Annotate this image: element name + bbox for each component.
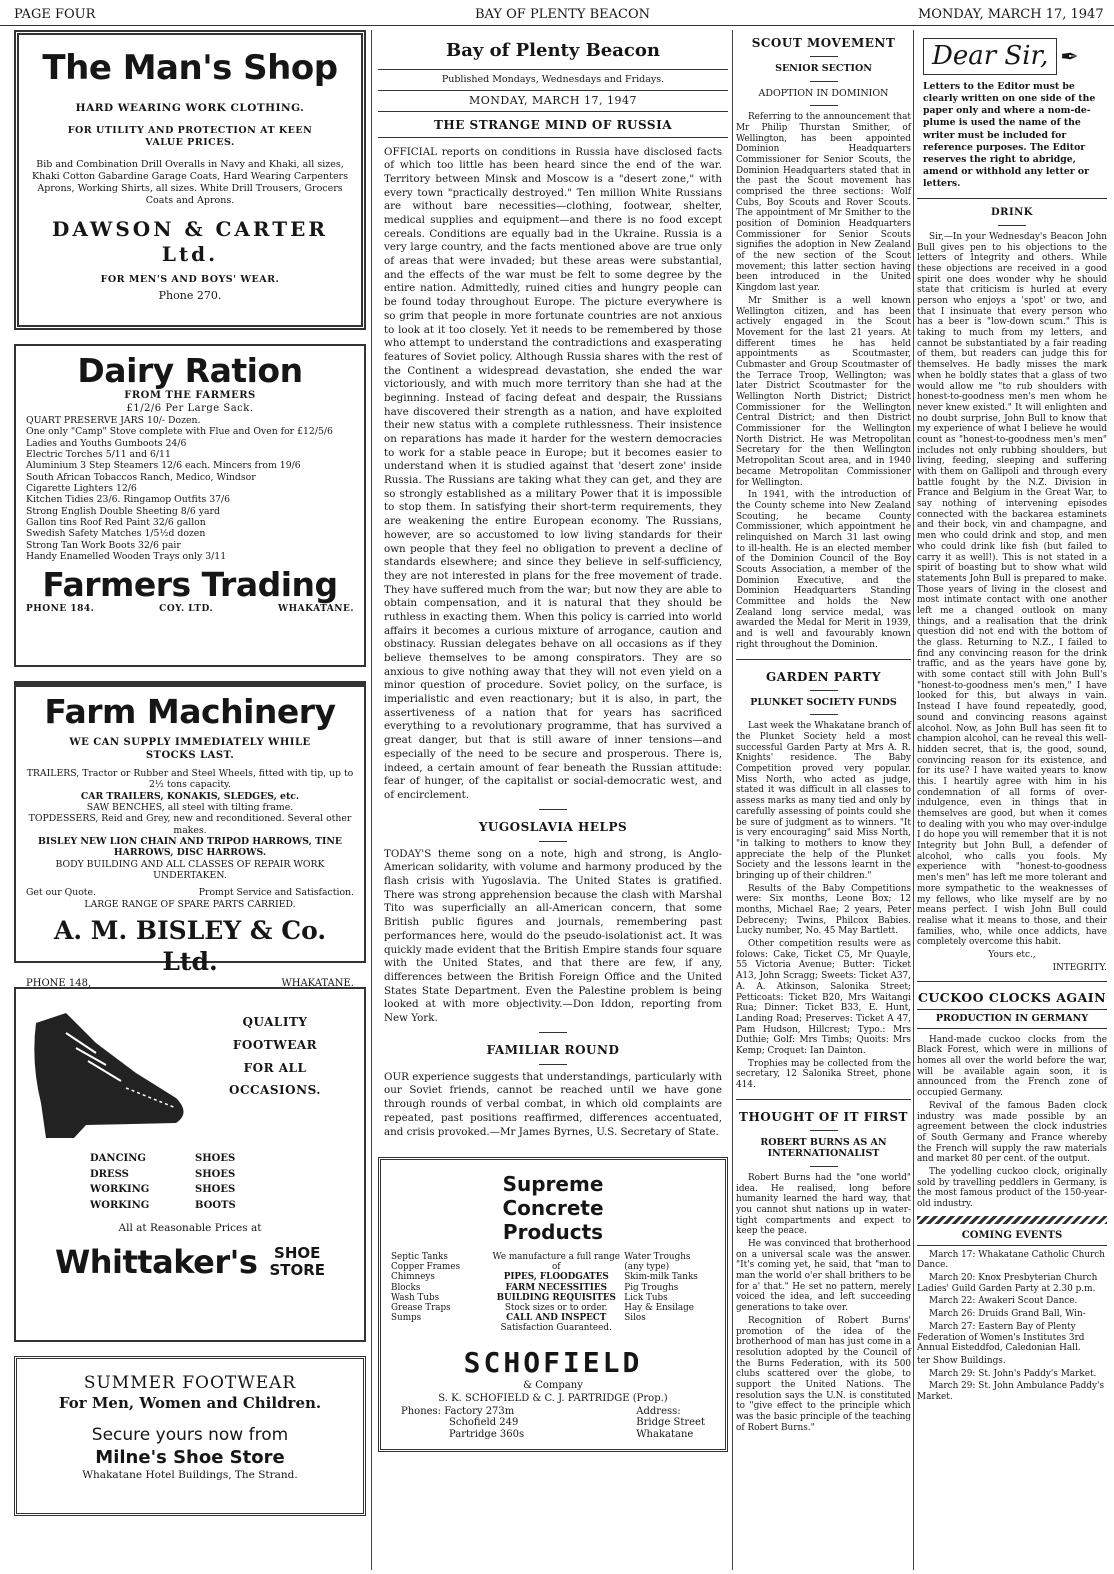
ad-item: Handy Enamelled Wooden Trays only 3/11 <box>26 551 227 563</box>
ad-item: Satisfaction Guaranteed. <box>500 1322 612 1333</box>
ad-footer <box>26 887 354 899</box>
ad-line: FROM THE FARMERS <box>124 389 256 401</box>
ad-line: COY. LTD. <box>159 604 214 615</box>
ad-item: Aluminium 3 Step Steamers 12/6 each. Mincers from 19/6 <box>26 460 301 472</box>
ad-item: Stock sizes or to order. <box>504 1302 608 1313</box>
ad-items <box>26 768 354 881</box>
divider <box>917 981 1107 982</box>
section-headline: COMING EVENTS <box>961 1229 1063 1241</box>
article-subhead: PRODUCTION IN GERMANY <box>935 1013 1089 1025</box>
ad-firm: Whittaker's <box>54 1242 258 1281</box>
article-paragraph: Hand-made cuckoo clocks from the Black Forest, which were in millions of homes all over the world before the war, will be available again soon, it is announced from the French zone of occupied Germany. <box>917 1034 1107 1099</box>
article-body: TODAY'S theme song on a note, high and strong, is Anglo-American solidarity, with volume and harmony produced by the flash crisis with Yugoslavia. The United States is gratified. There was strong apprehension because the clash with Marshal Tito was superficially an all-American concern, that some British public figures and journals, remembering past performances here, would do the pseudo-isolationist act. It was quickly made evident that the British Empire stands four square with the United States, and that there are few, if any, differences between the British Foreign Office and the United States State Department. Even the Palestine problem is being looked at with more objectivity.—Don Iddon, reporting from New York. <box>384 847 722 1024</box>
divider <box>998 225 1026 226</box>
ad-top <box>26 1003 354 1143</box>
article-paragraph: Revival of the famous Baden clock industry was made possible by an agreement between the clock industries of South Germany and France whereby the French will supply the raw materials and market 80 per cent. of the output. <box>917 1100 1107 1165</box>
ad-line: For Men, Women and Children. <box>58 1394 322 1413</box>
ad-line: WE CAN SUPPLY IMMEDIATELY WHILE STOCKS LAST. <box>69 736 311 761</box>
ad-line: & Company <box>523 1380 583 1392</box>
ad-town: WHAKATANE. <box>278 604 354 615</box>
ad-item: Cigarette Lighters 12/6 <box>26 483 137 495</box>
ad-line: FOR ALL <box>243 1060 307 1075</box>
ad-line: SHOE <box>274 1244 321 1263</box>
event-item: March 20: Knox Presbyterian Church Ladies' Guild Garden Party at 2.30 p.m. <box>917 1273 1098 1294</box>
article-headline: THOUGHT OF IT FIRST <box>739 1109 908 1124</box>
ad-farm-machinery <box>14 681 366 989</box>
ad-title: The Man's Shop <box>42 48 338 88</box>
ad-footer <box>26 604 354 615</box>
ad-firm-row <box>26 1244 354 1281</box>
dear-sir-banner: Dear Sir, <box>923 38 1057 75</box>
article-paragraph: Robert Burns had the "one world" idea. He realised, long before humanity learned the hard way, that you cannot shut nations up in water-tight compartments and expect to keep the peace. <box>736 1172 911 1237</box>
article-paragraph: Results of the Baby Competitions were: Six months, Leone Box; 12 months, Michael Rae; 2 years, Peter Debreceny; Twins, Philcox Babies. Lucky number, No. 45 May Bartlett. <box>736 883 911 937</box>
ad-firm: Farmers Trading <box>42 565 338 605</box>
shoe-type: BOOTS <box>195 1199 236 1211</box>
ad-phone: Partridge 360s <box>449 1428 525 1440</box>
article-paragraph: He was convinced that brotherhood on a universal scale was the answer. "It's coming yet, he said, that "man to man the world o'er shall brithers to be for a' that." He set no pattern, merely voiced the idea, and left succeeding generations to take over. <box>736 1239 911 1314</box>
ad-title: Supreme Concrete Products <box>502 1172 604 1245</box>
ad-item: Strong Tan Work Boots 32/6 pair <box>26 539 181 551</box>
ad-item: Copper Frames <box>391 1262 461 1273</box>
divider <box>378 137 728 138</box>
ad-mans-shop <box>14 30 366 330</box>
ad-item: (any type) <box>624 1262 670 1273</box>
ad-phone: PHONE 148, <box>26 977 92 989</box>
article-paragraph: The yodelling cuckoo clock, originally sold by travelling peddlers in Germany, is the most famous product of the 150-year-old industry. <box>917 1166 1107 1210</box>
ad-sub <box>269 1245 325 1278</box>
article-headline: GARDEN PARTY <box>766 669 881 684</box>
shoe-types <box>90 1153 290 1212</box>
page-number: PAGE FOUR <box>14 7 96 22</box>
ad-firm: DAWSON & CARTER Ltd. <box>52 217 328 267</box>
event-item: March 22: Awakeri Scout Dance. <box>929 1296 1078 1307</box>
article-paragraph: Trophies may be collected from the secretary, 12 Salonika Street, phone 414. <box>736 1058 911 1091</box>
publication-schedule: Published Mondays, Wednesdays and Fridays. <box>378 69 728 90</box>
divider <box>736 1099 911 1100</box>
ad-item: Strong English Double Sheeting 8/6 yard <box>26 505 220 517</box>
article-headline: DRINK <box>991 206 1033 218</box>
page-header <box>0 0 1114 26</box>
editorial-column <box>378 30 728 1452</box>
article-subhead: ADOPTION IN DOMINION <box>758 87 889 99</box>
ad-item: BODY BUILDING AND ALL CLASSES OF REPAIR WORK UNDERTAKEN. <box>55 858 325 882</box>
letter-signoff: Yours etc., <box>988 949 1036 960</box>
ad-firm: Milne's Shoe Store <box>95 1446 285 1468</box>
ad-item: CALL AND INSPECT <box>506 1312 607 1323</box>
quill-icon: ✒ <box>1060 45 1079 70</box>
ad-item: Wash Tubs <box>391 1292 440 1303</box>
article-paragraph: Referring to the announcement that Mr Philip Thurstan Smither, of Wellington, has been appointed Dominion Headquarters Commissioner for Senior Scouts, the Dominion Headquarters stated that in the past the Scout movement has comprised the three sections: Wolf Cubs, Boy Scouts and Rover Scouts. The appointment of Mr Smither to the position of Dominion Headquarters Commissioner for Senior Scouts signifies the adoption in New Zealand of the new section of the Scout movement; this latter section having been introduced in the United Kingdom last year. <box>736 112 911 294</box>
article-paragraph: In 1941, with the introduction of the County scheme into New Zealand Scouting, he became County Commissioner, which appointment he relinquished on March 31 last owing to ill-health. He is an elected member of the Dominion Council of the Boy Scouts Association, a member of the Dominion Executive, and the Dominion Headquarters Standing Committee and holds the New Zealand long service medal, was awarded the Medal for Merit in 1939, and is well and favourably known right throughout the Dominion. <box>736 490 911 650</box>
ad-title: Farm Machinery <box>44 692 336 731</box>
divider <box>810 105 838 106</box>
ad-phone: Schofield 249 <box>449 1417 519 1429</box>
ad-item: Hay & Ensilage <box>624 1302 694 1313</box>
ad-line: £1/2/6 Per Large Sack. <box>126 402 254 414</box>
article-body: OUR experience suggests that understandings, particularly with our Soviet friends, cannot be reached until we have gone through rounds of verbal combat, in which old complaints are repeated, past positions reaffirmed, differences accentuated, and crisis provoked.—Mr James Byrnes, U.S. Secretary of State. <box>384 1070 722 1138</box>
ad-phones <box>401 1406 524 1441</box>
article-headline: YUGOSLAVIA HELPS <box>478 819 628 834</box>
column-rule <box>371 30 372 1570</box>
ad-item: Blocks <box>391 1282 421 1293</box>
ad-address: Whakatane Hotel Buildings, The Strand. <box>82 1469 298 1482</box>
ad-item: Lick Tubs <box>624 1292 668 1303</box>
ad-address-line: Whakatane <box>636 1428 694 1440</box>
ad-address <box>636 1406 705 1441</box>
ad-item: Grease Traps <box>391 1302 451 1313</box>
divider <box>539 1064 567 1065</box>
event-item: March 17: Whakatane Catholic Church Dance. <box>917 1249 1106 1271</box>
ad-title: SUMMER FOOTWEAR <box>83 1373 297 1393</box>
article-subhead: PLUNKET SOCIETY FUNDS <box>750 696 897 708</box>
divider <box>917 1245 1107 1246</box>
masthead-title: Bay of Plenty Beacon <box>446 40 660 61</box>
ad-summer-footwear <box>14 1356 366 1516</box>
shoe-illustration <box>26 1003 196 1143</box>
ad-item: Kitchen Tidies 23/6. Ringamop Outfits 37/6 <box>26 494 231 506</box>
ad-item: QUART PRESERVE JARS 10/- Dozen. <box>26 415 201 427</box>
event-item: March 26: Druids Grand Ball, Win- <box>929 1309 1086 1320</box>
article-headline: THE STRANGE MIND OF RUSSIA <box>433 117 673 132</box>
divider <box>736 659 911 660</box>
article-subhead: SENIOR SECTION <box>775 63 872 75</box>
shoe-type: DANCING <box>90 1153 146 1164</box>
letters-column <box>917 30 1107 1405</box>
ad-supreme-concrete <box>378 1157 728 1452</box>
ad-item: Septic Tanks <box>391 1252 448 1263</box>
masthead-running: BAY OF PLENTY BEACON <box>475 7 650 22</box>
divider <box>539 1032 567 1033</box>
ad-line: Get our Quote. <box>26 887 97 899</box>
article-body: OFFICIAL reports on conditions in Russia have disclosed facts of which too little has been heard since the end of the war. Territory between Minsk and Moscow is a "desert zone," with every town "practically destroyed." Ten million White Russians are without bare necessities—clothing, footwear, shelter, medical supplies and equipment—and there is no food except cereals. Conditions are equally bad in the Ukraine. Russia is a very large country, and the facts mentioned above are true only of areas that were invaded; but these areas were substantial, and the effects of the war must be felt to some degree by the entire nation. Admittedly, ruined cities and hungry people can be found today throughout Europe. The picture everywhere is so grim that people in more fortunate countries are not anxious to look at it too closely. Yet it needs to be remembered by those who attempt to understand the contradictions and exasperating features of Soviet policy. Although Russia shares with the rest of the Continent a widespread devastation, she ended the war victoriously, and with much more territory than she had at the beginning. Instead of facing defeat and despair, the Russians have discovered their strength as a nation, and have exploited their new status with a complete ruthlessness. Their insistence on reparations has made it harder for the western democracies to work for a stable peace in Europe; but it becomes easier to understand when it is studied against that 'desert zone' inside Russia. The Russians are taking what they can get, and they are so strongly established as a military Power that it is impossible to stop them. In satisfying their short-term requirements, they are weakening the entire European economy. The Russians, however, are so accustomed to low living standards for their own people that they feel no obligation to prevent a decline of standards elsewhere; and since they believe in self-sufficiency, they are not interested in plans for the free movement of trade. They have suffered much from the war; but now they are able to obtain compensation, and it is natural that they should be ruthless in exacting them. When this policy is carried into world affairs it becomes a curious mixture of arrogance, caution and obstinacy. Russian delegates behave on all occasions as if they believe themselves to be among conspirators. They are so anxious to give nothing away that they will not even yield on a minor question of procedure. Soviet policy, on the surface, is imperialistic and even reactionary; but it is also, in part, the assertiveness of a nation that for years has sacrificed everything to a revolutionary programme, that has survived a great danger, but that is still aware of inner tensions—and especially of the need to be secure and prosperous. There is, indeed, a certain amount of fear beneath the Russian attitude: fear of hunger, of the capitalist or social-democratic west, and of encirclement. <box>384 145 722 801</box>
event-item: March 29: St. John's Paddy's Market. <box>929 1368 1097 1379</box>
shoe-type: SHOES <box>195 1153 236 1164</box>
divider <box>810 1130 838 1131</box>
ad-item: Skim-milk Tanks <box>624 1272 698 1283</box>
article-headline: FAMILIAR ROUND <box>486 1042 620 1057</box>
news-column <box>736 30 911 1435</box>
shoe-type: WORKING <box>90 1199 150 1211</box>
ad-item: Silos <box>624 1312 646 1323</box>
article-paragraph: Mr Smither is a well known Wellington citizen, and has been actively engaged in the Scout Movement for the last 21 years. At different times he has held appointments as Scoutmaster, Cubmaster and Group Scoutmaster of the Terrace Troop, Wellington; was later District Scoutmaster for the Wellington North District; District Commissioner for the Wellington Central District; and then District Commissioner for the Wellington North District. He was Metropolitan Secretary for the then Wellington Metropolitan Scout area, and in 1940 became Metropolitan Commissioner for Wellington. <box>736 295 911 488</box>
ad-address-line: Bridge Street <box>636 1417 705 1429</box>
ad-item: Gallon tins Roof Red Paint 32/6 gallon <box>26 517 206 529</box>
ad-item: Pig Troughs <box>624 1282 679 1293</box>
divider <box>917 1028 1107 1029</box>
ad-town: WHAKATANE. <box>281 977 354 989</box>
shoe-type: DRESS <box>90 1168 129 1180</box>
column-rule <box>732 30 733 1570</box>
ad-dairy-ration <box>14 344 366 667</box>
divider <box>810 56 838 57</box>
ad-items <box>26 415 354 562</box>
ad-firm: A. M. BISLEY & Co. Ltd. <box>53 915 327 977</box>
ad-body: Bib and Combination Drill Overalls in Navy and Khaki, all sizes, Khaki Cotton Gabardine Garage Coats, Hard Wearing Carpenters Aprons, Working Shirts, all sizes. White Drill Trousers, Grocers Coats and Aprons. <box>32 159 348 207</box>
divider <box>539 809 567 810</box>
ad-item: CAR TRAILERS, KONAKIS, SLEDGES, etc. <box>80 790 300 802</box>
ad-line: FOR UTILITY AND PROTECTION AT KEEN VALUE PRICES. <box>67 125 313 149</box>
ad-item: We manufacture a full range of <box>492 1252 620 1273</box>
article-headline: CUCKOO CLOCKS AGAIN <box>917 990 1107 1006</box>
ad-item: BUILDING REQUISITES <box>496 1292 616 1303</box>
ad-firm: SCHOFIELD <box>463 1346 643 1380</box>
ad-line: S. K. SCHOFIELD & C. J. PARTRIDGE (Prop.) <box>438 1392 668 1404</box>
letter-body: Sir,—In your Wednesday's Beacon John Bull gives pen to his objections to the letters of Integrity and others. While these objections are received in a good spirit one does wonder why he should state that criticism is hurled at every person who enjoys a 'spot' or two, and that I insinuate that every person who has a beer is "low-down scum." This is taking to much from my letters, and cannot be substantiated by a fair reading of them, but readers can judge this for themselves. He badly misses the mark when he boldly states that a glass of two would allow me "to rub shoulders with honest-to-goodness men's men whom he never knew existed." It will enlighten and no doubt surprise, John Bull to know that my experience of what I believe he would count as "honest-to-goodness men's men" includes not only rubbing shoulders, but living, feeding, sleeping and suffering with them on Gallipoli and through every battle fought by the N.Z. Division in France and Belgium in the Great War, to say nothing of intervening episodes connected with the backarea estaminets and their bock, vin and champagne, and men who could drink and stop, and men who could drink like fish (but failed to carry it as well!). This is not stated in a spirit of boasting but to show what wild statements John Bull is prepared to make. Those years of living in the closest and most intimate contact with one another left me a changed outlook on many things, and a realisation that the drink question did not end with the bottom of the glass. Returning to N.Z., I failed to find any convincing reason for the drink traffic, and as the years have gone by, with some contact still with John Bull's "honest-to-goodness men's men," I have looked for this, but always in vain. Instead I have found repeatedly, good, sound and convincing reasons against alcohol. Now, as John Bull has seen fit to champion alcohol, can he reveal this well-hidden secret, that is, the good, sound, convincing reason for its existence, and for its use? I have waited years to know this. I heartily agree with him in his condemnation of all forms of over-indulgence, even in things that in themselves are good, but when it comes to dealing with you who may over-indulge I do hope you will remember that it is not Integrity but John Bull, a defender of alcohol, who calls you fools. My experience with "honest-to-goodness men's men" has left me more tolerant and more sympathetic to the weaknesses of my fellows, who like myself are by no means perfect. I wish John Bull could realise what it means to those, and their families, who, while once addicts, have completely overcome this habit. <box>917 231 1107 948</box>
ad-line: LARGE RANGE OF SPARE PARTS CARRIED. <box>84 899 296 911</box>
ad-address-line: Address: <box>636 1405 681 1417</box>
divider <box>810 81 838 82</box>
decorative-border <box>917 1216 1107 1224</box>
ad-title: Dairy Ration <box>77 351 303 390</box>
ad-line: Prompt Service and Satisfaction. <box>198 887 354 899</box>
ad-whittakers-footwear <box>14 987 366 1342</box>
ad-item: Water Troughs <box>624 1252 691 1263</box>
divider <box>917 198 1107 199</box>
ad-item: Swedish Safety Matches 1/5½d dozen <box>26 528 206 540</box>
ad-item: Electric Torches 5/11 and 6/11 <box>26 449 171 461</box>
ad-item: South African Tobaccos Ranch, Medico, Windsor <box>26 471 256 483</box>
ad-list-left <box>391 1252 488 1333</box>
ad-item: Sumps <box>391 1312 422 1323</box>
article-paragraph: Other competition results were as folows: Cake, Ticket C5, Mr Quayle, 55 Victoria Avenue; Butter: Ticket A13, John Scragg; Sweets: Ticket A37, A. A. Atkinson, Salonika Street; Petticoats: Ticket B20, Mrs Waitangi Rua; Dinner: Ticket B33, E. Hunt, Landing Road; Preserves: Ticket A 47, Pam Hudson, Hillcrest; Typo.: Mrs Duthie; Golf: Mrs Timbs; Quoits: Mrs Kemp; Croquet: Ian Dainton. <box>736 939 911 1056</box>
ad-footer <box>391 1406 715 1441</box>
divider <box>810 690 838 691</box>
ad-line: STORE <box>269 1260 326 1279</box>
ad-line: OCCASIONS. <box>229 1083 321 1098</box>
shoe-type: SHOES <box>195 1184 236 1196</box>
ad-list-mid <box>491 1252 621 1333</box>
ad-line: All at Reasonable Prices at <box>118 1222 262 1235</box>
ad-item: Ladies and Youths Gumboots 24/6 <box>26 437 187 449</box>
divider <box>539 841 567 842</box>
ad-line: QUALITY <box>242 1015 308 1029</box>
ad-phone: Phone 270. <box>158 289 222 303</box>
event-item: March 29: St. John Ambulance Paddy's Market. <box>917 1381 1105 1402</box>
editorial-date: MONDAY, MARCH 17, 1947 <box>378 90 728 111</box>
article-paragraph: Recognition of Robert Burns' promotion of the idea of the brotherhood of man has just come in a resolution adopted by the Council of the Burns Federation, with its 500 clubs scattered over the globe, to support the United Nations. The resolution says the U.N. is constituted to "give effect to the principle which was the basic principle of the teaching of Robert Burns." <box>736 1315 911 1433</box>
ad-item: Chimneys <box>391 1272 435 1283</box>
ad-list-right <box>624 1252 715 1333</box>
divider <box>917 1009 1107 1010</box>
ad-slogan <box>196 1003 354 1102</box>
ad-phone: Phones: Factory 273m <box>401 1405 515 1417</box>
ad-columns <box>391 1252 715 1333</box>
ad-phone: PHONE 184. <box>26 604 95 615</box>
editorial-masthead <box>378 30 728 112</box>
ad-line: Secure yours now from <box>91 1425 289 1446</box>
shoe-type: WORKING <box>90 1184 150 1196</box>
ad-line: FOR MEN'S AND BOYS' WEAR. <box>100 273 280 285</box>
event-item: ter Show Buildings. <box>917 1355 1006 1366</box>
article-subhead: ROBERT BURNS AS AN INTERNATIONALIST <box>760 1137 887 1160</box>
ad-line: FOOTWEAR <box>232 1037 318 1052</box>
divider <box>810 714 838 715</box>
ad-item: TRAILERS, Tractor or Rubber and Steel Wheels, fitted with tip, up to 2½ tons capacity. <box>26 768 354 791</box>
article-paragraph: Last week the Whakatane branch of the Plunket Society held a most successful Garden Party at Mrs A. R. Knights' residence. The Baby Competition proved very popular. Miss North, who acted as judge, stated it was difficult in all classes to assess marks as many tied and only by carefully assessing of points could she be sure of judgment as to winners. "It is very encouraging" said Miss North, "in talking to mothers to know they appreciate the help of the Plunket Society and the lessons learnt in the bringing up of their children." <box>736 721 911 881</box>
ad-line: HARD WEARING WORK CLOTHING. <box>75 102 305 115</box>
header-date: MONDAY, MARCH 17, 1947 <box>918 7 1104 22</box>
letter-signature: INTEGRITY. <box>1052 962 1107 973</box>
column-rule <box>913 30 914 1570</box>
ad-item: FARM NECESSITIES <box>505 1282 607 1293</box>
ad-item: BISLEY NEW LION CHAIN AND TRIPOD HARROWS, TINE HARROWS, DISC HARROWS. <box>38 836 342 859</box>
letters-banner <box>917 30 1107 75</box>
ad-item: PIPES, FLOODGATES <box>503 1272 609 1283</box>
article-headline: SCOUT MOVEMENT <box>751 36 896 50</box>
shoe-type: SHOES <box>195 1168 236 1180</box>
event-item: March 27: Eastern Bay of Plenty Federation of Women's Institutes 3rd Annual Eisteddfod, Caledonian Hall. <box>917 1321 1085 1354</box>
divider <box>810 1166 838 1167</box>
advertisements-column <box>14 30 366 1530</box>
letters-notice: Letters to the Editor must be clearly written on one side of the paper only and where a nom-de-plume is used the name of the writer must be included for reference purposes. The Editor reserves the right to abridge, amend or withhold any letter or letters. <box>923 81 1096 189</box>
ad-item: One only "Camp" Stove complete with Flue and Oven for £12/5/6 <box>26 426 333 438</box>
ad-item: SAW BENCHES, all steel with tilting frame. <box>86 802 294 814</box>
ad-item: TOPDESSERS, Reid and Grey, new and reconditioned. Several other makes. <box>28 813 352 836</box>
